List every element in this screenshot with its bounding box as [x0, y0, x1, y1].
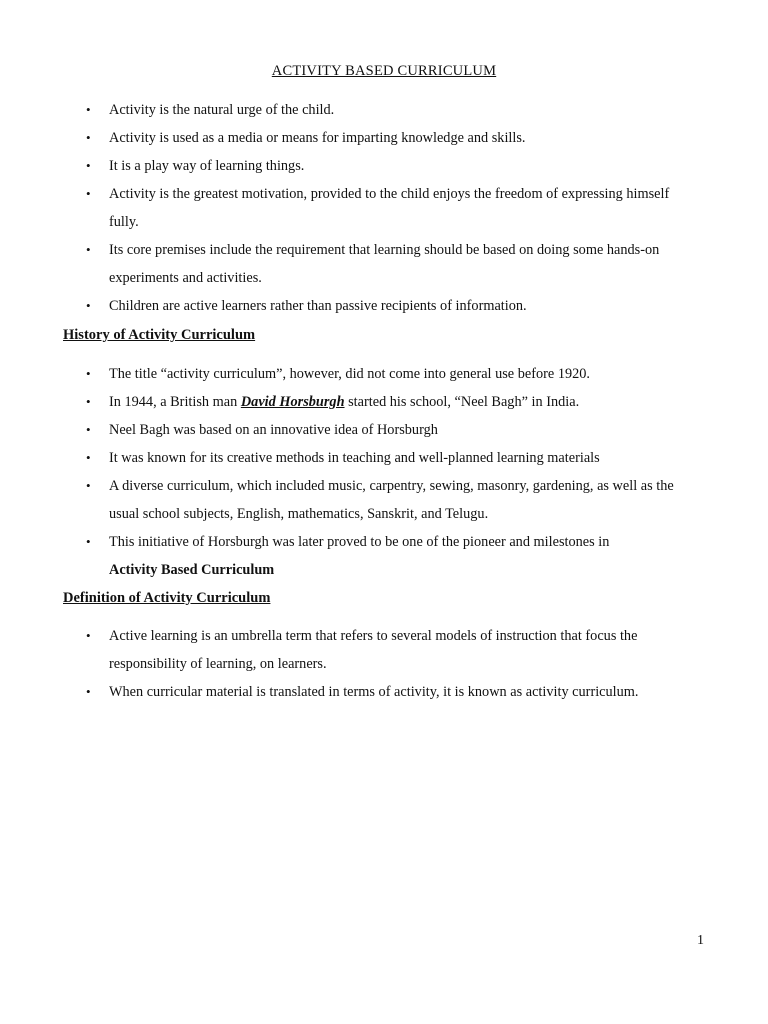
- list-item: [0, 472, 699, 528]
- list-item-text: In 1944, a British man: [109, 394, 241, 410]
- list-item-text: The title “activity curriculum”, however, did not come into general use before 1920.: [109, 366, 590, 382]
- bullet-icon: •: [86, 394, 91, 409]
- list-item: [0, 236, 699, 292]
- list-item: [0, 678, 699, 706]
- bullet-icon: •: [86, 158, 91, 173]
- bullet-icon: •: [86, 534, 91, 549]
- list-item: [0, 96, 699, 124]
- list-item-text: It is a play way of learning things.: [109, 158, 305, 174]
- list-item-text: Neel Bagh was based on an innovative idea of Horsburgh: [109, 422, 438, 438]
- list-item-text: When curricular material is translated in terms of activity, it is known as activity curriculum.: [109, 684, 639, 700]
- history-bullet-list: [0, 360, 768, 584]
- bullet-icon: •: [86, 478, 91, 493]
- david-horsburgh-name: David Horsburgh: [240, 394, 345, 410]
- list-item: [0, 444, 699, 472]
- definition-bullet-list: [0, 622, 768, 706]
- list-item-text: Activity is used as a media or means for imparting knowledge and skills.: [109, 130, 526, 146]
- list-item: [0, 416, 699, 444]
- list-item-text: Children are active learners rather than passive recipients of information.: [109, 298, 527, 314]
- list-item: [0, 292, 699, 320]
- list-item-text: Active learning is an umbrella term that refers to several models of instruction that focus the responsibility of learning, on learners.: [109, 628, 638, 672]
- list-item-text: Activity is the natural urge of the child.: [109, 102, 335, 118]
- list-item-text: A diverse curriculum, which included music, carpentry, sewing, masonry, gardening, as well as the usual school subjects, English, mathematics, Sanskrit, and Telugu.: [109, 478, 674, 522]
- list-item: [0, 388, 699, 416]
- bullet-icon: •: [86, 298, 91, 313]
- bullet-icon: •: [86, 422, 91, 437]
- bullet-icon: •: [86, 628, 91, 643]
- bullet-icon: •: [86, 684, 91, 699]
- list-item: [0, 528, 699, 584]
- bullet-icon: •: [86, 186, 91, 201]
- list-item: [0, 622, 699, 678]
- document-title: ACTIVITY BASED CURRICULUM: [271, 63, 497, 79]
- list-item: [0, 360, 699, 388]
- bullet-icon: •: [86, 450, 91, 465]
- list-item-text: Its core premises include the requirement that learning should be based on doing some hands-on experiments and activities.: [109, 242, 660, 286]
- list-item: [0, 124, 699, 152]
- activity-based-curriculum-bold: Activity Based Curriculum: [109, 562, 275, 578]
- list-item-text: Activity is the greatest motivation, provided to the child enjoys the freedom of expressing himself fully.: [109, 186, 670, 230]
- list-item-text: started his school, “Neel Bagh” in India.: [344, 394, 580, 410]
- list-item-text: It was known for its creative methods in teaching and well-planned learning materials: [109, 450, 600, 466]
- list-item: [0, 152, 699, 180]
- list-item: [0, 180, 699, 236]
- history-heading: History of Activity Curriculum: [63, 327, 256, 343]
- list-item-text: This initiative of Horsburgh was later proved to be one of the pioneer and milestones in: [109, 534, 610, 550]
- bullet-icon: •: [86, 102, 91, 117]
- bullet-icon: •: [86, 130, 91, 145]
- bullet-icon: •: [86, 242, 91, 257]
- page-number: 1: [697, 933, 704, 948]
- definition-heading: Definition of Activity Curriculum: [63, 590, 271, 606]
- intro-bullet-list: [0, 96, 768, 320]
- bullet-icon: •: [86, 366, 91, 381]
